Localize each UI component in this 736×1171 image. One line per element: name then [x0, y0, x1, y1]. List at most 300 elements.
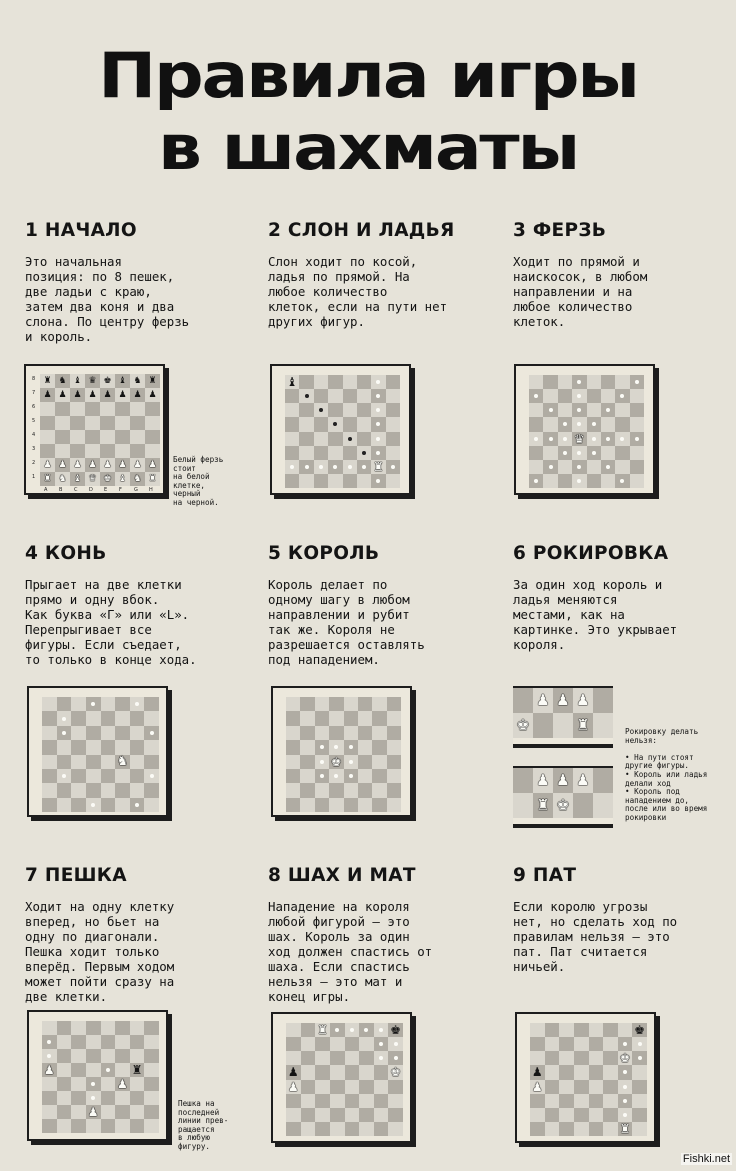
- board-square: [299, 460, 313, 474]
- board-square: [358, 711, 372, 725]
- board-square: [71, 1119, 86, 1133]
- board-square: [328, 375, 342, 389]
- board-square: [286, 1065, 301, 1079]
- black-pawn-icon: ♟: [73, 389, 82, 400]
- board-square: [286, 1122, 301, 1136]
- board-square: [315, 798, 329, 812]
- board-square: [530, 1023, 545, 1037]
- board-square: [285, 403, 299, 417]
- board-square: [372, 783, 386, 797]
- board-square: [545, 1037, 560, 1051]
- board-square: [314, 446, 328, 460]
- board-square: [530, 1094, 545, 1108]
- white-pawn-icon: ♟: [103, 459, 112, 470]
- board-square: [601, 446, 615, 460]
- rank-label: 2: [32, 460, 36, 466]
- board-square: [388, 1023, 403, 1037]
- board-square: [70, 458, 85, 472]
- board-square: [145, 402, 160, 416]
- board-square: [374, 1080, 389, 1094]
- move-dot: [549, 437, 553, 441]
- black-king-icon: ♚: [390, 1023, 402, 1038]
- board-square: [573, 713, 593, 738]
- board-square: [315, 1094, 330, 1108]
- board-square: [343, 389, 357, 403]
- board-square: [57, 1091, 72, 1105]
- board-square: [632, 1080, 647, 1094]
- black-rook-icon: ♜: [148, 375, 157, 386]
- board-square: [632, 1037, 647, 1051]
- section-title: 1 НАЧАЛО: [25, 220, 137, 241]
- board-square: [357, 432, 371, 446]
- board-square: [574, 1051, 589, 1065]
- board-square: [359, 1108, 374, 1122]
- board-square: [357, 446, 371, 460]
- white-rook-icon: ♜: [43, 473, 52, 484]
- board-square: [40, 402, 55, 416]
- board-square: [286, 783, 300, 797]
- board-square: [42, 1063, 57, 1077]
- board-square: [100, 472, 115, 486]
- board-square: [345, 1023, 360, 1037]
- board-square: [344, 798, 358, 812]
- board-square: [589, 1051, 604, 1065]
- white-king-icon: ♚: [330, 754, 342, 769]
- board-square: [42, 740, 57, 754]
- board-square: [86, 1021, 101, 1035]
- board-square: [130, 1119, 145, 1133]
- board-square: [42, 798, 57, 812]
- board-square: [330, 1037, 345, 1051]
- board-square: [371, 432, 385, 446]
- board-square: [100, 416, 115, 430]
- board-square: [545, 1108, 560, 1122]
- board-square: [601, 417, 615, 431]
- board-square: [42, 1035, 57, 1049]
- board-square: [574, 1080, 589, 1094]
- board-square: [543, 446, 557, 460]
- board-square: [533, 688, 553, 713]
- board-square: [101, 769, 116, 783]
- board-square: [357, 474, 371, 488]
- board-square: [587, 460, 601, 474]
- board-square: [315, 783, 329, 797]
- board-square: [615, 389, 629, 403]
- board-square: [299, 446, 313, 460]
- board-square: [300, 769, 314, 783]
- board-square: [42, 783, 57, 797]
- section-text: Король делает по одному шагу в любом направлении и рубит так же. Короля не разрешается оставлять под нападением.: [268, 577, 425, 667]
- black-pawn-icon: ♟: [531, 1065, 543, 1080]
- white-queen-icon: ♛: [88, 473, 97, 484]
- board-square: [130, 755, 145, 769]
- board-square: [601, 460, 615, 474]
- board-square: [286, 1108, 301, 1122]
- board-square: [286, 1094, 301, 1108]
- board-square: [55, 416, 70, 430]
- board-square: [86, 1049, 101, 1063]
- move-dot: [577, 422, 581, 426]
- move-dot: [91, 1082, 95, 1086]
- move-dot: [391, 465, 395, 469]
- board-square: [344, 726, 358, 740]
- move-dot: [333, 422, 337, 426]
- board-square: [589, 1037, 604, 1051]
- white-rook-icon: ♜: [148, 473, 157, 484]
- board-square: [344, 711, 358, 725]
- section-title: 3 ФЕРЗЬ: [513, 220, 607, 241]
- move-dot: [606, 408, 610, 412]
- board-square: [85, 388, 100, 402]
- board-square: [115, 1119, 130, 1133]
- board-square: [55, 430, 70, 444]
- board-square: [357, 460, 371, 474]
- board-square: [71, 1091, 86, 1105]
- board-square: [299, 375, 313, 389]
- board-square: [344, 783, 358, 797]
- white-rook-icon: ♜: [317, 1023, 328, 1038]
- board-square: [530, 1051, 545, 1065]
- board-square: [70, 430, 85, 444]
- board-square: [285, 389, 299, 403]
- move-dot: [305, 394, 309, 398]
- board-square: [328, 446, 342, 460]
- rank-label: 5: [32, 418, 36, 424]
- board-square: [71, 726, 86, 740]
- move-dot: [333, 465, 337, 469]
- board-square: [315, 1023, 330, 1037]
- board-square: [315, 1037, 330, 1051]
- move-dot: [62, 731, 66, 735]
- board-square: [543, 389, 557, 403]
- black-rook-icon: ♜: [131, 1063, 143, 1077]
- board-square: [40, 472, 55, 486]
- board-square: [300, 726, 314, 740]
- board-square: [300, 697, 314, 711]
- move-dot: [349, 745, 353, 749]
- white-pawn-icon: ♟: [531, 1079, 543, 1094]
- board-square: [144, 1105, 159, 1119]
- board-square: [115, 374, 130, 388]
- black-pawn-icon: ♟: [58, 389, 67, 400]
- board-square: [300, 798, 314, 812]
- white-pawn-icon: ♟: [73, 459, 82, 470]
- board-square: [130, 1049, 145, 1063]
- board-square: [101, 1021, 116, 1035]
- board-square: [115, 430, 130, 444]
- section-check-mate: [268, 865, 498, 1004]
- board-square: [372, 740, 386, 754]
- board-square: [559, 1108, 574, 1122]
- section-start: [25, 220, 255, 344]
- board-square: [101, 697, 116, 711]
- move-dot: [592, 422, 596, 426]
- board-square: [357, 417, 371, 431]
- board-square: [374, 1122, 389, 1136]
- board-square: [115, 458, 130, 472]
- board-square: [388, 1122, 403, 1136]
- board-square: [386, 446, 400, 460]
- board-square: [42, 726, 57, 740]
- board-square: [101, 1063, 116, 1077]
- move-dot: [638, 1056, 642, 1060]
- board-square: [86, 1063, 101, 1077]
- board-square: [618, 1094, 633, 1108]
- board-square: [374, 1065, 389, 1079]
- board-square: [55, 458, 70, 472]
- board-square: [130, 798, 145, 812]
- move-dot: [335, 1028, 339, 1032]
- board-square: [130, 416, 145, 430]
- board-square: [71, 769, 86, 783]
- board-square: [115, 740, 130, 754]
- board-square: [101, 1119, 116, 1133]
- board-square: [545, 1122, 560, 1136]
- board-square: [57, 1119, 72, 1133]
- board-square: [115, 1021, 130, 1035]
- board-square: [513, 713, 533, 738]
- board-square: [85, 430, 100, 444]
- board-square: [603, 1023, 618, 1037]
- white-rook-icon: ♜: [536, 796, 550, 814]
- board-square: [386, 389, 400, 403]
- board-square: [100, 458, 115, 472]
- white-pawn-icon: ♟: [87, 1105, 99, 1119]
- board-square: [86, 726, 101, 740]
- board-square: [587, 432, 601, 446]
- board-square: [130, 458, 145, 472]
- board-square: [144, 798, 159, 812]
- move-dot: [394, 1056, 398, 1060]
- board-square: [388, 1065, 403, 1079]
- board-knight: [27, 686, 168, 817]
- board-square: [71, 1049, 86, 1063]
- board-square: [286, 740, 300, 754]
- move-dot: [577, 380, 581, 384]
- board-square: [70, 472, 85, 486]
- board-square: [603, 1051, 618, 1065]
- board-square: [572, 389, 586, 403]
- white-rook-icon: ♜: [576, 716, 590, 734]
- section-title: 7 ПЕШКА: [25, 865, 127, 886]
- black-queen-icon: ♛: [88, 375, 97, 386]
- board-square: [314, 417, 328, 431]
- board-square: [299, 432, 313, 446]
- board-square: [329, 755, 343, 769]
- board-stalemate: [515, 1012, 656, 1143]
- board-square: [513, 688, 533, 713]
- black-rook-icon: ♜: [43, 375, 52, 386]
- black-pawn-icon: ♟: [88, 389, 97, 400]
- board-square: [374, 1094, 389, 1108]
- file-label: B: [59, 487, 63, 493]
- section-knight: [25, 543, 255, 667]
- board-square: [329, 726, 343, 740]
- board-square: [558, 389, 572, 403]
- board-square: [55, 388, 70, 402]
- board-square: [301, 1122, 316, 1136]
- file-label: E: [104, 487, 108, 493]
- board-square: [529, 446, 543, 460]
- white-pawn-icon: ♟: [88, 459, 97, 470]
- board-square: [558, 403, 572, 417]
- board-square: [85, 416, 100, 430]
- board-square: [286, 769, 300, 783]
- board-square: [329, 711, 343, 725]
- board-square: [345, 1122, 360, 1136]
- board-square: [387, 740, 401, 754]
- board-square: [572, 417, 586, 431]
- move-dot: [150, 774, 154, 778]
- board-square: [359, 1037, 374, 1051]
- board-square: [286, 711, 300, 725]
- board-square: [101, 783, 116, 797]
- board-square: [618, 1080, 633, 1094]
- move-dot: [348, 465, 352, 469]
- board-square: [615, 460, 629, 474]
- board-square: [589, 1080, 604, 1094]
- board-square: [101, 1035, 116, 1049]
- board-square: [85, 402, 100, 416]
- board-square: [57, 1105, 72, 1119]
- board-square: [371, 403, 385, 417]
- board-square: [632, 1108, 647, 1122]
- board-square: [85, 458, 100, 472]
- board-square: [286, 1051, 301, 1065]
- board-square: [100, 444, 115, 458]
- board-square: [372, 726, 386, 740]
- board-square: [145, 374, 160, 388]
- board-square: [587, 417, 601, 431]
- move-dot: [47, 1054, 51, 1058]
- board-square: [70, 374, 85, 388]
- board-square: [386, 375, 400, 389]
- rank-label: 7: [32, 390, 36, 396]
- board-square: [71, 783, 86, 797]
- board-square: [358, 783, 372, 797]
- board-square: [330, 1023, 345, 1037]
- board-square: [301, 1051, 316, 1065]
- black-pawn-icon: ♟: [43, 389, 52, 400]
- black-pawn-icon: ♟: [148, 389, 157, 400]
- section-title: 6 РОКИРОВКА: [513, 543, 669, 564]
- board-square: [371, 417, 385, 431]
- board-square: [329, 697, 343, 711]
- board-square: [314, 375, 328, 389]
- board-square: [357, 403, 371, 417]
- board-square: [315, 755, 329, 769]
- board-square: [115, 697, 130, 711]
- board-square: [587, 375, 601, 389]
- board-square: [144, 1077, 159, 1091]
- board-square: [300, 755, 314, 769]
- board-square: [115, 769, 130, 783]
- board-square: [529, 403, 543, 417]
- board-square: [574, 1108, 589, 1122]
- board-square: [40, 416, 55, 430]
- file-label: C: [74, 487, 78, 493]
- board-square: [572, 474, 586, 488]
- board-square: [630, 375, 644, 389]
- board-square: [300, 783, 314, 797]
- board-square: [115, 416, 130, 430]
- board-square: [630, 403, 644, 417]
- move-dot: [534, 437, 538, 441]
- board-square: [574, 1037, 589, 1051]
- board-square: [42, 1119, 57, 1133]
- board-square: [388, 1108, 403, 1122]
- board-square: [593, 713, 613, 738]
- board-square: [130, 697, 145, 711]
- board-square: [57, 1035, 72, 1049]
- board-square: [130, 1021, 145, 1035]
- note-castling: Рокировку делать нельзя: • На пути стоят другие фигуры. • Король или ладья делали ход • Король под нападением до, после или во время рокировки: [625, 727, 708, 822]
- board-square: [553, 768, 573, 793]
- board-square: [115, 711, 130, 725]
- board-square: [285, 375, 299, 389]
- board-square: [574, 1122, 589, 1136]
- board-square: [144, 726, 159, 740]
- board-square: [374, 1023, 389, 1037]
- move-dot: [106, 1068, 110, 1072]
- board-square: [343, 474, 357, 488]
- board-square: [357, 375, 371, 389]
- move-dot: [62, 774, 66, 778]
- black-bishop-icon: ♝: [118, 375, 127, 386]
- board-square: [299, 474, 313, 488]
- board-square: [559, 1023, 574, 1037]
- board-square: [86, 769, 101, 783]
- move-dot: [623, 1099, 627, 1103]
- board-square: [386, 460, 400, 474]
- board-square: [589, 1108, 604, 1122]
- board-square: [593, 793, 613, 818]
- board-square: [130, 430, 145, 444]
- white-knight-icon: ♞: [133, 473, 142, 484]
- board-square: [328, 403, 342, 417]
- board-square: [328, 432, 342, 446]
- board-square: [144, 1021, 159, 1035]
- board-square: [315, 726, 329, 740]
- board-square: [558, 417, 572, 431]
- board-square: [559, 1065, 574, 1079]
- board-square: [386, 432, 400, 446]
- board-square: [42, 697, 57, 711]
- board-square: [372, 711, 386, 725]
- board-square: [57, 726, 72, 740]
- white-rook-icon: ♜: [619, 1121, 631, 1136]
- board-square: [100, 388, 115, 402]
- board-square: [553, 793, 573, 818]
- board-square: [545, 1065, 560, 1079]
- board-square: [357, 389, 371, 403]
- board-square: [343, 446, 357, 460]
- board-square: [589, 1094, 604, 1108]
- board-square: [286, 798, 300, 812]
- move-dot: [362, 451, 366, 455]
- board-square: [86, 697, 101, 711]
- board-square: [144, 1091, 159, 1105]
- white-bishop-icon: ♝: [118, 473, 127, 484]
- move-dot: [376, 451, 380, 455]
- move-dot: [620, 437, 624, 441]
- board-square: [372, 769, 386, 783]
- board-square: [55, 472, 70, 486]
- move-dot: [563, 437, 567, 441]
- board-square: [115, 402, 130, 416]
- board-square: [530, 1080, 545, 1094]
- board-square: [387, 711, 401, 725]
